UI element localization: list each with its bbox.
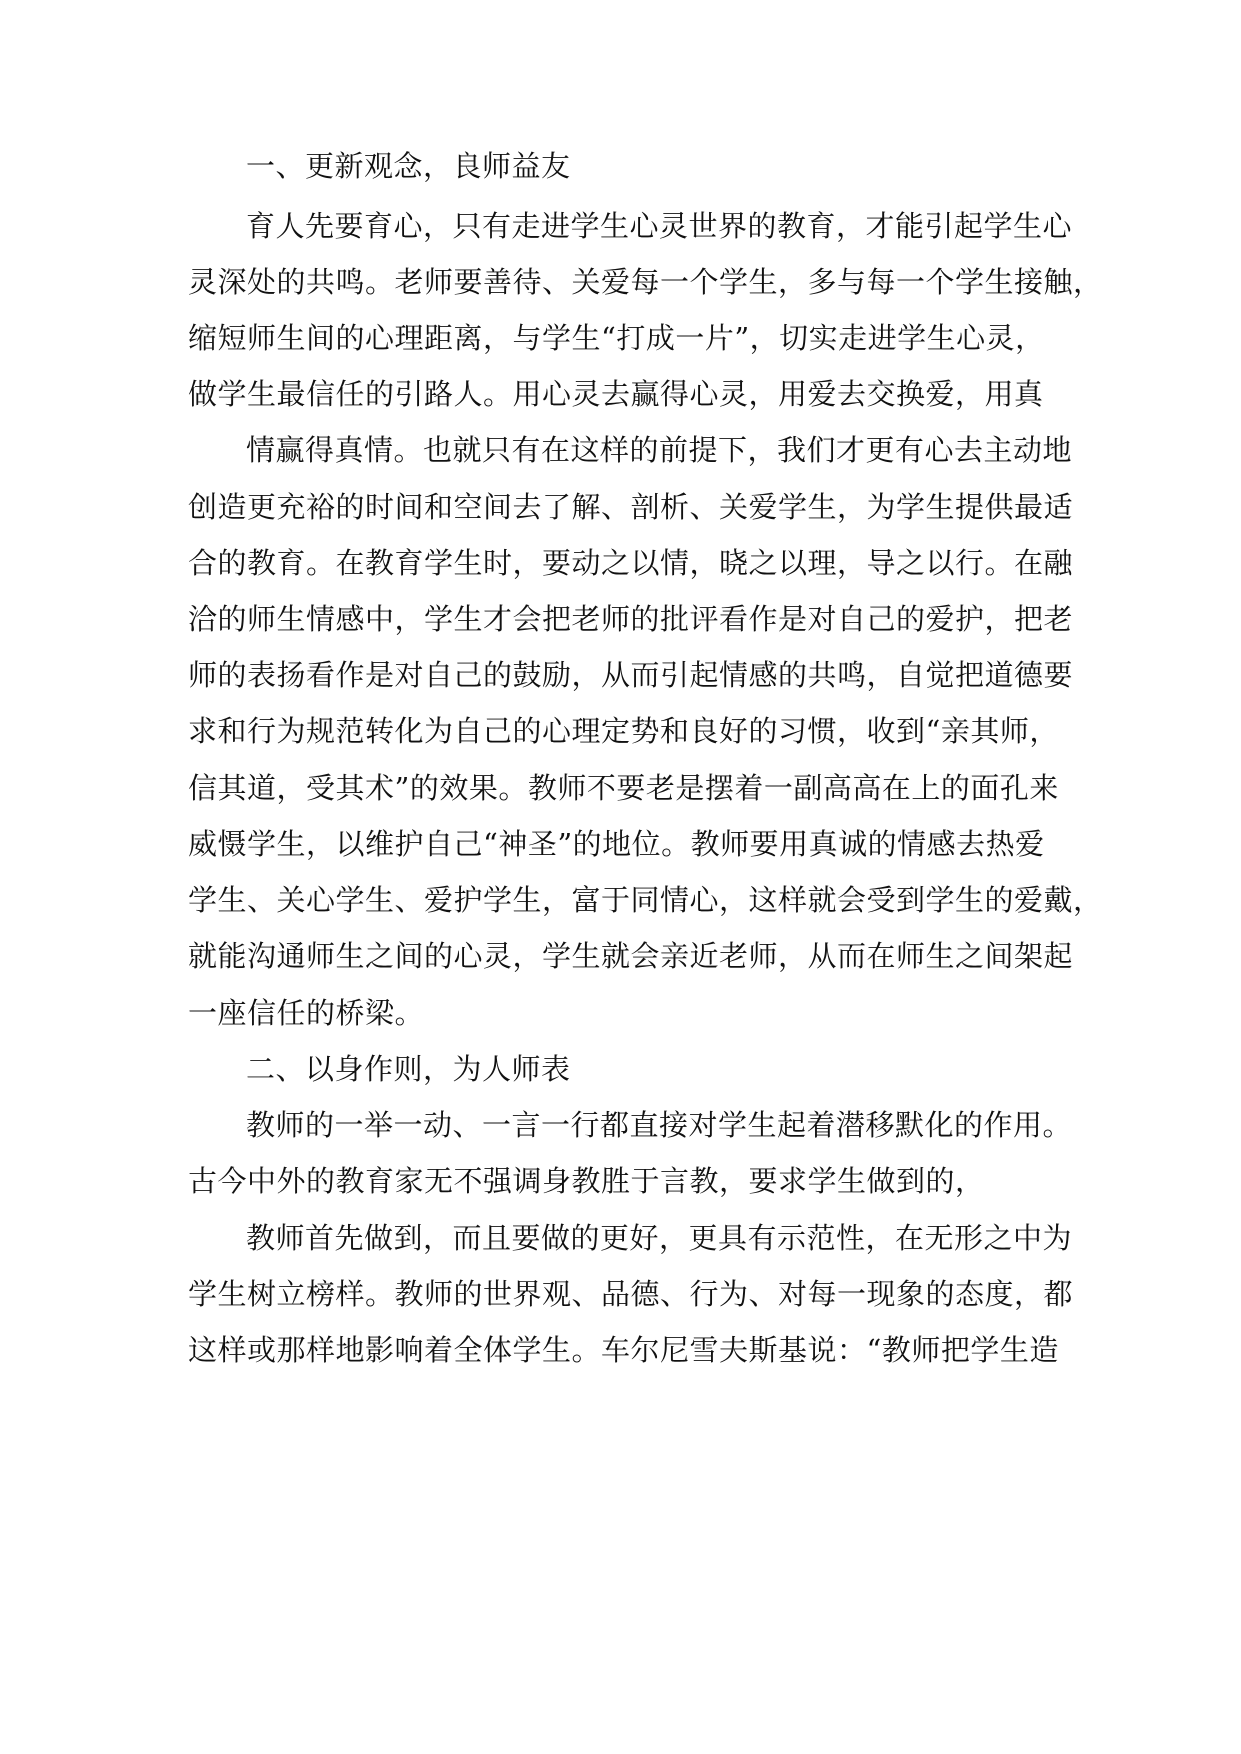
paragraph-line: 教师首先做到，而且要做的更好，更具有示范性，在无形之中为 [246,1221,1073,1255]
paragraph-line: 信其道，受其术”的效果。教师不要老是摆着一副高高在上的面孔来 [188,771,1059,805]
paragraph-line: 缩短师生间的心理距离，与学生“打成一片”，切实走进学生心灵， [188,321,1045,355]
paragraph-line: 一座信任的桥梁。 [188,996,425,1030]
paragraph-line: 教师的一举一动、一言一行都直接对学生起着潜移默化的作用。 [246,1108,1073,1142]
paragraph-line: 合的教育。在教育学生时，要动之以情，晓之以理，导之以行。在融 [188,546,1074,580]
section-heading-1: 一、更新观念，良师益友 [246,149,571,183]
paragraph-line: 师的表扬看作是对自己的鼓励，从而引起情感的共鸣，自觉把道德要 [188,658,1074,692]
paragraph-line: 学生树立榜样。教师的世界观、品德、行为、对每一现象的态度，都 [188,1277,1074,1311]
paragraph-line: 育人先要育心，只有走进学生心灵世界的教育，才能引起学生心 [246,209,1073,243]
paragraph-line: 威慑学生，以维护自己“神圣”的地位。教师要用真诚的情感去热爱 [188,827,1045,861]
paragraph-line: 灵深处的共鸣。老师要善待、关爱每一个学生，多与每一个学生接触， [188,265,1103,299]
paragraph-line: 就能沟通师生之间的心灵，学生就会亲近老师，从而在师生之间架起 [188,939,1074,973]
paragraph-line: 求和行为规范转化为自己的心理定势和良好的习惯，收到“亲其师， [188,714,1059,748]
paragraph-line: 做学生最信任的引路人。用心灵去赢得心灵，用爱去交换爱，用真 [188,377,1044,411]
paragraph-line: 洽的师生情感中，学生才会把老师的批评看作是对自己的爱护，把老 [188,602,1074,636]
paragraph-line: 情赢得真情。也就只有在这样的前提下，我们才更有心去主动地 [246,433,1073,467]
section-heading-2: 二、以身作则，为人师表 [246,1052,571,1086]
paragraph-line: 创造更充裕的时间和空间去了解、剖析、关爱学生，为学生提供最适 [188,490,1074,524]
paragraph-line: 学生、关心学生、爱护学生，富于同情心，这样就会受到学生的爱戴， [188,883,1103,917]
paragraph-line: 这样或那样地影响着全体学生。车尔尼雪夫斯基说：“教师把学生造 [188,1333,1059,1367]
paragraph-line: 古今中外的教育家无不强调身教胜于言教，要求学生做到的， [188,1164,985,1198]
